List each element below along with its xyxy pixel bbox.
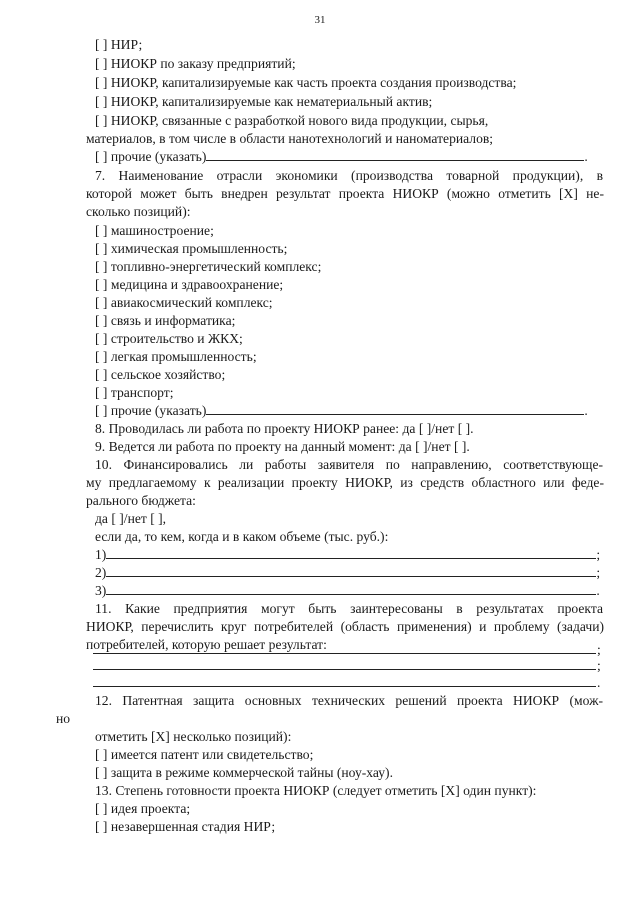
option-niokr-cap-intangible: [ ] НИОКР, капитализируемые как нематериальный актив; (95, 94, 433, 109)
q10-text1: 10. Финансировались ли работы заявителя по направлению, соответствующе- (95, 457, 603, 472)
funding-item-2-label: 2) (95, 565, 107, 580)
fill-line (106, 564, 596, 577)
option-niokr-new-product-cont: материалов, в том числе в области нанотехнологий и наноматериалов; (86, 131, 494, 146)
industry-fuel-energy: [ ] топливно-энергетический комплекс; (95, 259, 322, 274)
question-7-line2 (86, 185, 604, 202)
fill-line (106, 582, 596, 595)
question-7-line3: сколько позиций): (86, 204, 191, 219)
question-12-line3: отметить [X] несколько позиций): (95, 729, 292, 744)
readiness-nir-incomplete: [ ] незавершенная стадия НИР; (95, 819, 276, 834)
question-10-yes-no: да [ ]/нет [ ], (95, 511, 167, 526)
question-13: 13. Степень готовности проекта НИОКР (следует отметить [X] один пункт): (95, 783, 537, 798)
industry-communications: [ ] связь и информатика; (95, 313, 236, 328)
fill-line (206, 402, 584, 415)
industry-light: [ ] легкая промышленность; (95, 349, 257, 364)
patent-option: [ ] имеется патент или свидетельство; (95, 747, 314, 762)
line-end: . (596, 583, 600, 598)
question-7-line1 (95, 167, 603, 184)
funding-item-3 (95, 582, 605, 599)
question-10-if-yes: если да, то кем, когда и в каком объеме (тыс. руб.): (95, 529, 389, 544)
question-11-line3: потребителей, которую решает результат: (86, 637, 327, 652)
q7-text2: которой может быть внедрен результат проекта НИОКР (можно отметить [X] не- (86, 186, 604, 201)
question-9: 9. Ведется ли работа по проекту на данный момент: да [ ]/нет [ ]. (95, 439, 470, 454)
industry-medicine: [ ] медицина и здравоохранение; (95, 277, 284, 292)
q11-text2: НИОКР, перечислить круг потребителей (область применения) и проблему (задачи) (86, 619, 604, 634)
question-11-line1 (95, 600, 603, 617)
funding-item-2 (95, 564, 605, 581)
option-other (95, 148, 602, 165)
option-niokr-order: [ ] НИОКР по заказу предприятий; (95, 56, 296, 71)
answer-line (93, 669, 596, 670)
industry-other-label: [ ] прочие (указать) (95, 403, 207, 418)
option-niokr-new-product: [ ] НИОКР, связанные с разработкой нового вида продукции, сырья, (95, 113, 489, 128)
question-10-line3: рального бюджета: (86, 493, 196, 508)
answer-line-end: ; (597, 642, 601, 657)
question-8: 8. Проводилась ли работа по проекту НИОКР ранее: да [ ]/нет [ ]. (95, 421, 474, 436)
industry-machine: [ ] машиностроение; (95, 223, 214, 238)
industry-chemical: [ ] химическая промышленность; (95, 241, 288, 256)
industry-agriculture: [ ] сельское хозяйство; (95, 367, 226, 382)
answer-line-end: . (597, 675, 601, 690)
question-12-line1 (95, 692, 603, 709)
option-nir: [ ] НИР; (95, 37, 143, 52)
trade-secret-option: [ ] защита в режиме коммерческой тайны (ноу-хау). (95, 765, 393, 780)
q12-text1: 12. Патентная защита основных технических решений проекта НИОКР (мож- (95, 693, 603, 708)
line-end: ; (596, 565, 601, 580)
industry-other (95, 402, 602, 419)
line-end: ; (596, 547, 601, 562)
fill-line (106, 546, 596, 559)
industry-aerospace: [ ] авиакосмический комплекс; (95, 295, 273, 310)
option-other-label: [ ] прочие (указать) (95, 149, 207, 164)
question-10-line1 (95, 456, 603, 473)
funding-item-3-label: 3) (95, 583, 107, 598)
fill-line (206, 148, 584, 161)
funding-item-1-label: 1) (95, 547, 107, 562)
question-12-line2: но (56, 711, 71, 726)
answer-line (93, 653, 596, 654)
page-number: 31 (314, 14, 326, 26)
line-end: . (584, 149, 588, 164)
option-niokr-cap-project: [ ] НИОКР, капитализируемые как часть проекта создания производства; (95, 75, 517, 90)
readiness-idea: [ ] идея проекта; (95, 801, 191, 816)
answer-line (93, 686, 596, 687)
question-10-line2 (86, 474, 604, 491)
industry-construction: [ ] строительство и ЖКХ; (95, 331, 243, 346)
q7-text1: 7. Наименование отрасли экономики (производства товарной продукции), в (95, 168, 603, 183)
q10-text2: му предлагаемому к реализации проекту НИОКР, из средств областного или феде- (86, 475, 604, 490)
industry-transport: [ ] транспорт; (95, 385, 174, 400)
funding-item-1 (95, 546, 605, 563)
question-11-line2 (86, 618, 604, 635)
q11-text1: 11. Какие предприятия могут быть заинтересованы в результатах проекта (95, 601, 603, 616)
line-end: . (584, 403, 588, 418)
answer-line-end: ; (597, 658, 601, 673)
